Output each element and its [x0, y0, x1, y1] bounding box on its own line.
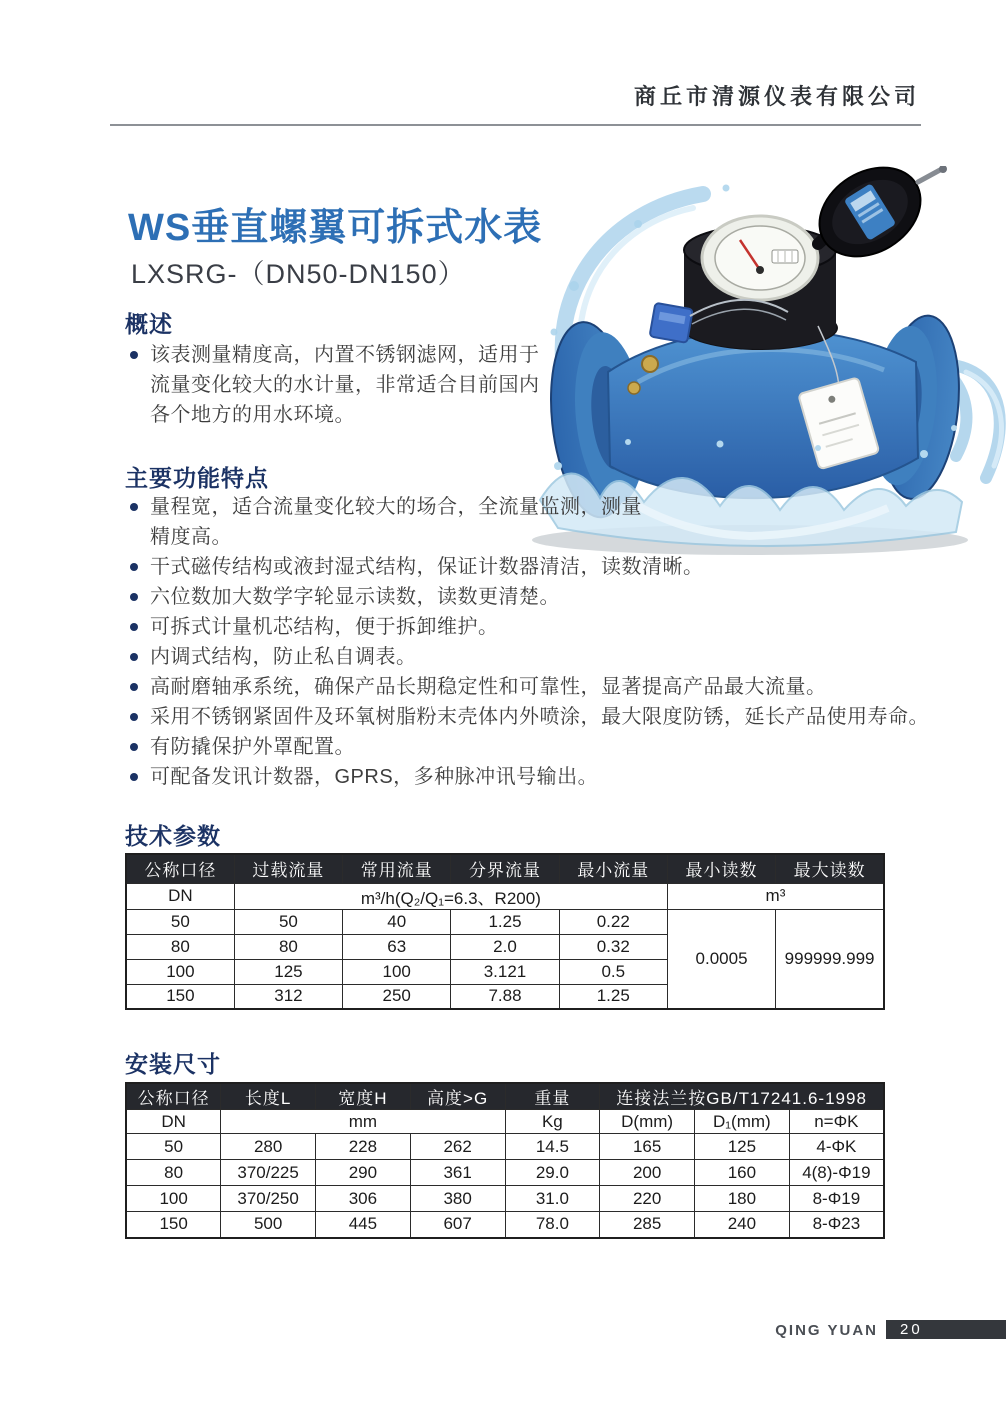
table-cell: 445 [316, 1212, 411, 1238]
table-cell: 2.0 [451, 934, 559, 959]
table-cell: 31.0 [505, 1186, 600, 1212]
table-cell: 8-Φ19 [789, 1186, 884, 1212]
column-header: 重量 [505, 1083, 600, 1110]
table-cell: 200 [600, 1160, 695, 1186]
list-item: 采用不锈钢紧固件及环氧树脂粉末壳体内外喷涂，最大限度防锈，延长产品使用寿命。 [128, 702, 938, 732]
table-cell: 40 [343, 909, 451, 934]
overview-list [128, 340, 564, 430]
column-header: 过载流量 [234, 854, 342, 883]
table-row [126, 1186, 884, 1212]
column-header: 连接法兰按GB/T17241.6-1998 [600, 1083, 884, 1110]
page-title: WS垂直螺翼可拆式水表 [128, 207, 543, 249]
table-cell: 50 [126, 909, 234, 934]
table-cell: 285 [600, 1212, 695, 1238]
unit-cell: m³ [667, 883, 884, 909]
section-dims-heading: 安装尺寸 [125, 1051, 221, 1077]
column-header: 公称口径 [126, 854, 234, 883]
table-cell: 100 [343, 959, 451, 984]
table-cell: 0.5 [559, 959, 667, 984]
table-row [126, 1212, 884, 1238]
list-item: 干式磁传结构或液封湿式结构，保证计数器清洁，读数清晰。 [128, 552, 938, 582]
table-cell: 250 [343, 984, 451, 1009]
table-cell: 14.5 [505, 1134, 600, 1160]
max-reading-cell: 999999.999 [776, 909, 884, 1009]
table-row [126, 1160, 884, 1186]
section-tech-heading: 技术参数 [125, 823, 221, 849]
tech-params-table [125, 853, 885, 1010]
table-cell: 150 [126, 1212, 221, 1238]
unit-cell: m³/h(Q₂/Q₁=6.3、R200) [234, 883, 667, 909]
table-row [126, 1134, 884, 1160]
column-header: 长度L [221, 1083, 316, 1110]
unit-cell: n=ΦK [789, 1110, 884, 1134]
header-divider [110, 124, 921, 126]
table-cell: 8-Φ23 [789, 1212, 884, 1238]
unit-cell: Kg [505, 1110, 600, 1134]
table-cell: 160 [695, 1160, 790, 1186]
table-cell: 361 [410, 1160, 505, 1186]
table-cell: 220 [600, 1186, 695, 1212]
unit-cell: D(mm) [600, 1110, 695, 1134]
column-header: 公称口径 [126, 1083, 221, 1110]
table-cell: 63 [343, 934, 451, 959]
table-cell: 100 [126, 1186, 221, 1212]
table-cell: 0.32 [559, 934, 667, 959]
table-cell: 125 [695, 1134, 790, 1160]
product-model: LXSRG-（DN50-DN150） [131, 259, 466, 289]
column-header: 高度>G [410, 1083, 505, 1110]
table-cell: 0.22 [559, 909, 667, 934]
unit-cell: DN [126, 883, 234, 909]
table-cell: 7.88 [451, 984, 559, 1009]
table-cell: 50 [234, 909, 342, 934]
table-cell: 4(8)-Φ19 [789, 1160, 884, 1186]
table-cell: 262 [410, 1134, 505, 1160]
dims-header-row [126, 1083, 884, 1110]
list-item: 量程宽，适合流量变化较大的场合，全流量监测，测量精度高。 [128, 492, 646, 552]
table-cell: 280 [221, 1134, 316, 1160]
table-cell: 500 [221, 1212, 316, 1238]
table-cell: 4-ΦK [789, 1134, 884, 1160]
column-header: 最小流量 [559, 854, 667, 883]
column-header: 最大读数 [776, 854, 884, 883]
unit-cell: mm [221, 1110, 505, 1134]
table-cell: 607 [410, 1212, 505, 1238]
list-item: 有防撬保护外罩配置。 [128, 732, 938, 762]
list-item: 该表测量精度高，内置不锈钢滤网，适用于流量变化较大的水计量，非常适合目前国内各个地方的用水环境。 [128, 340, 558, 430]
list-item: 高耐磨轴承系统，确保产品长期稳定性和可靠性，显著提高产品最大流量。 [128, 672, 938, 702]
table-cell: 312 [234, 984, 342, 1009]
table-cell: 1.25 [451, 909, 559, 934]
table-cell: 240 [695, 1212, 790, 1238]
table-cell: 228 [316, 1134, 411, 1160]
section-features-heading: 主要功能特点 [125, 465, 269, 491]
column-header: 最小读数 [667, 854, 775, 883]
table-cell: 180 [695, 1186, 790, 1212]
table-cell: 125 [234, 959, 342, 984]
column-header: 分界流量 [451, 854, 559, 883]
page-number: 20 [900, 1321, 923, 1338]
company-name: 商丘市清源仪表有限公司 [633, 84, 920, 109]
table-cell: 1.25 [559, 984, 667, 1009]
min-reading-cell: 0.0005 [667, 909, 775, 1009]
column-header: 常用流量 [343, 854, 451, 883]
dims-unit-row [126, 1110, 884, 1134]
table-cell: 80 [126, 1160, 221, 1186]
table-cell: 306 [316, 1186, 411, 1212]
table-cell: 78.0 [505, 1212, 600, 1238]
tech-unit-row [126, 883, 884, 909]
table-cell: 3.121 [451, 959, 559, 984]
table-cell: 50 [126, 1134, 221, 1160]
table-cell: 380 [410, 1186, 505, 1212]
features-list [128, 492, 938, 792]
section-overview-heading: 概述 [125, 311, 173, 337]
unit-cell: D₁(mm) [695, 1110, 790, 1134]
table-cell: 370/250 [221, 1186, 316, 1212]
table-cell: 80 [234, 934, 342, 959]
tech-header-row [126, 854, 884, 883]
list-item: 可拆式计量机芯结构，便于拆卸维护。 [128, 612, 938, 642]
table-cell: 290 [316, 1160, 411, 1186]
footer-brand: QING YUAN [775, 1322, 878, 1339]
table-row [126, 909, 884, 934]
table-cell: 100 [126, 959, 234, 984]
list-item: 内调式结构，防止私自调表。 [128, 642, 938, 672]
table-cell: 29.0 [505, 1160, 600, 1186]
column-header: 宽度H [316, 1083, 411, 1110]
table-cell: 370/225 [221, 1160, 316, 1186]
footer-page-badge [886, 1320, 1006, 1339]
list-item: 六位数加大数学字轮显示读数，读数更清楚。 [128, 582, 938, 612]
table-cell: 80 [126, 934, 234, 959]
table-cell: 150 [126, 984, 234, 1009]
list-item: 可配备发讯计数器，GPRS，多种脉冲讯号输出。 [128, 762, 938, 792]
dimensions-table [125, 1082, 885, 1239]
table-cell: 165 [600, 1134, 695, 1160]
unit-cell: DN [126, 1110, 221, 1134]
